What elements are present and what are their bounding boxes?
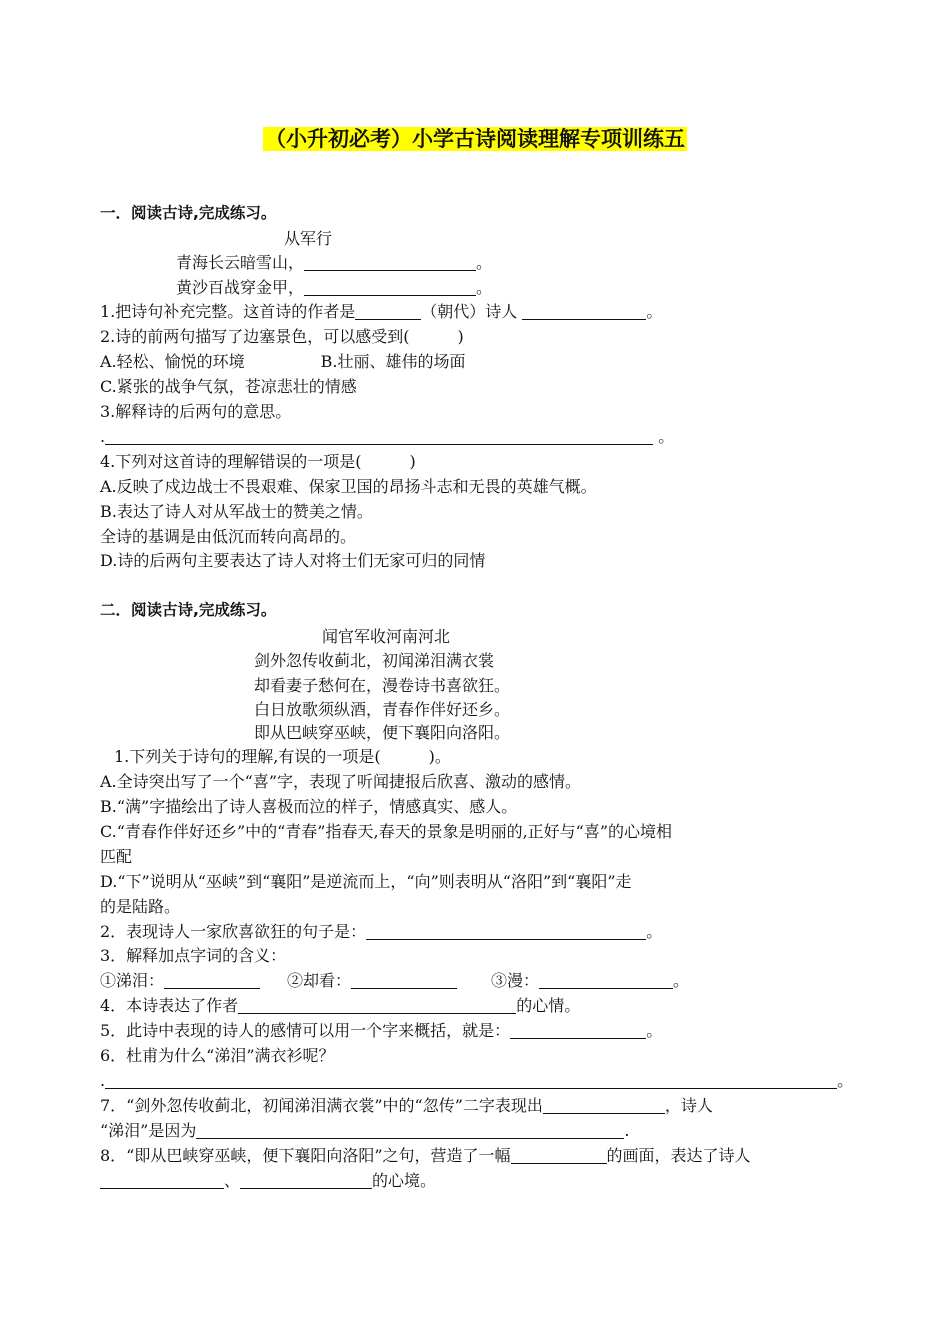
s1-q4-option-a: A.反映了戍边战士不畏艰难、保家卫国的昂扬斗志和无畏的英雄气概。	[100, 477, 597, 496]
author-blank[interactable]	[355, 303, 421, 320]
s1-question-2: 2.诗的前两句描写了边塞景色，可以感受到( )	[100, 327, 464, 346]
s2-q1-option-c-cont: 匹配	[100, 847, 133, 866]
s2-q1-option-a: A.全诗突出写了一个“喜”字，表现了听闻捷报后欣喜、激动的感情。	[100, 772, 582, 791]
s2-question-7: 7．“剑外忽传收蓟北，初闻涕泪满衣裳”中的“忽传”二字表现出 ，诗人	[100, 1096, 713, 1115]
answer-blank[interactable]	[196, 1122, 624, 1139]
page-title: （小升初必考）小学古诗阅读理解专项训练五	[265, 127, 685, 151]
answer-blank[interactable]	[100, 1172, 224, 1189]
poem2-line: 白日放歌须纵酒，青春作伴好还乡。	[254, 700, 511, 719]
poem2-title: 闻官军收河南河北	[322, 627, 451, 646]
s1-question-3: 3.解释诗的后两句的意思。	[100, 402, 292, 421]
s2-q1-option-c: C.“青春作伴好还乡”中的“青春”指春天,春天的景象是明丽的,正好与“喜”的心境相	[100, 822, 673, 841]
s1-q4-option-d: D.诗的后两句主要表达了诗人对将士们无家可归的同情	[100, 551, 486, 570]
s2-question-8: 8．“即从巴峡穿巫峡，便下襄阳向洛阳”之句，营造了一幅 的画面，表达了诗人	[100, 1146, 751, 1165]
s1-question-1: 1.把诗句补充完整。这首诗的作者是 （朝代）诗人 。	[100, 302, 663, 321]
s2-question-7-cont: “涕泪”是因为 .	[100, 1121, 630, 1140]
answer-blank[interactable]	[105, 1072, 837, 1089]
answer-blank[interactable]	[351, 972, 457, 989]
section1-heading: 一．阅读古诗,完成练习。	[100, 204, 277, 222]
fill-blank[interactable]	[304, 279, 476, 296]
answer-blank[interactable]	[510, 1022, 646, 1039]
answer-blank[interactable]	[105, 428, 653, 445]
s2-question-8-cont: 、 的心境。	[100, 1170, 436, 1192]
answer-blank[interactable]	[511, 1147, 607, 1164]
s2-question-2: 2．表现诗人一家欣喜欲狂的句子是： 。	[100, 922, 663, 941]
poem1-line2: 黄沙百战穿金甲， 。	[176, 278, 493, 297]
s2-q1-option-b: B.“满”字描绘出了诗人喜极而泣的样子，情感真实、感人。	[100, 797, 518, 816]
s1-q2-options: A.轻松、愉悦的环境 B.壮丽、雄伟的场面	[100, 352, 466, 371]
poem2-line: 却看妻子愁何在，漫卷诗书喜欲狂。	[254, 676, 511, 695]
s2-question-6: 6．杜甫为什么“涕泪”满衣衫呢？	[100, 1046, 335, 1065]
s1-q4-option-c: 全诗的基调是由低沉而转向高昂的。	[100, 527, 357, 546]
dynasty-blank[interactable]	[522, 303, 646, 320]
fill-blank[interactable]	[304, 254, 476, 271]
s2-q1-option-d-cont: 的是陆路。	[100, 897, 181, 916]
s1-q2-option-c: C.紧张的战争气氛，苍凉悲壮的情感	[100, 377, 357, 396]
s2-q1-option-d: D.“下”说明从“巫峡”到“襄阳”是逆流而上，“向”则表明从“洛阳”到“襄阳”走	[100, 872, 632, 891]
s2-question-5: 5．此诗中表现的诗人的感情可以用一个字来概括，就是： 。	[100, 1021, 663, 1040]
answer-blank[interactable]	[539, 972, 673, 989]
section2-heading: 二．阅读古诗,完成练习。	[100, 601, 277, 619]
poem2-line: 即从巴峡穿巫峡，便下襄阳向洛阳。	[254, 723, 511, 742]
answer-blank[interactable]	[543, 1097, 665, 1114]
answer-blank[interactable]	[238, 997, 516, 1014]
poem1-line1: 青海长云暗雪山， 。	[176, 253, 493, 272]
answer-blank[interactable]	[240, 1172, 372, 1189]
s1-q3-answer-line: . 。	[100, 427, 675, 446]
poem1-title: 从军行	[284, 229, 333, 248]
answer-blank[interactable]	[366, 923, 646, 940]
s2-q3-items: ①涕泪： ②却看： ③漫： 。	[100, 971, 690, 990]
s2-question-4: 4．本诗表达了作者 的心情。	[100, 996, 581, 1015]
s2-q6-answer-line: . 。	[100, 1071, 854, 1090]
s1-question-4: 4.下列对这首诗的理解错误的一项是( )	[100, 452, 416, 471]
poem2-line: 剑外忽传收蓟北，初闻涕泪满衣裳	[254, 651, 495, 670]
s2-question-3: 3．解释加点字词的含义：	[100, 946, 287, 965]
answer-blank[interactable]	[164, 972, 260, 989]
s2-question-1: 1.下列关于诗句的理解,有误的一项是( )。	[114, 747, 451, 766]
s1-q4-option-b: B.表达了诗人对从军战士的赞美之情。	[100, 502, 373, 521]
